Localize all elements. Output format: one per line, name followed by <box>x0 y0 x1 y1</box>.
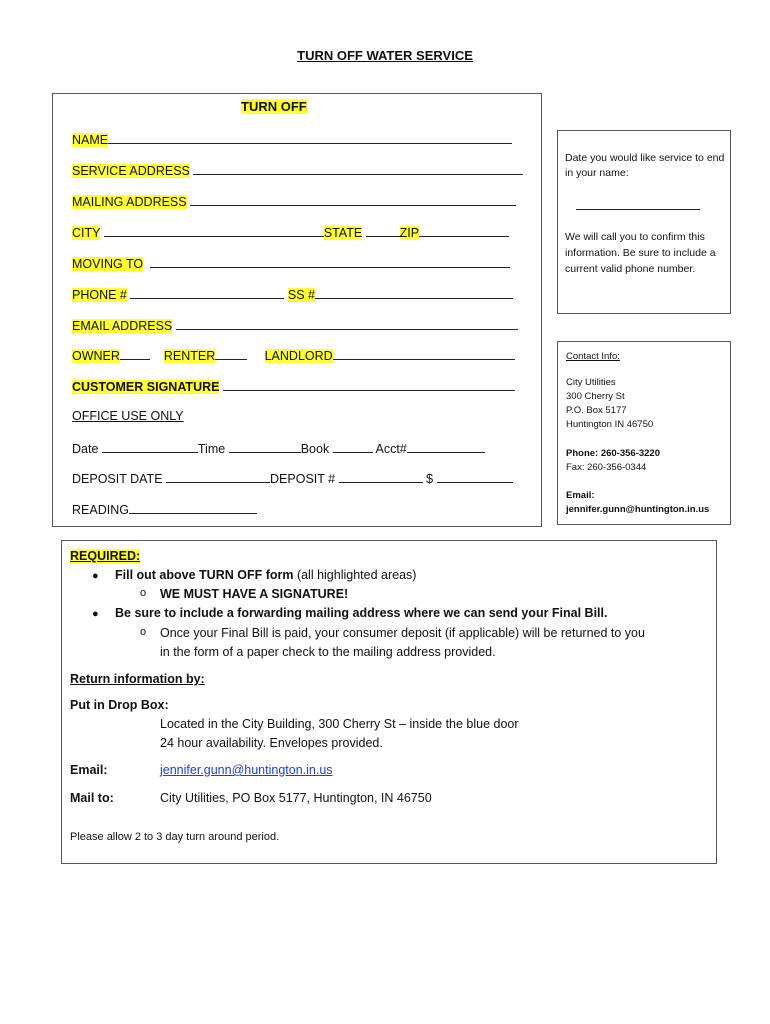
mailing-address-field[interactable] <box>190 193 516 206</box>
deposit-date-field[interactable] <box>166 470 270 483</box>
mailing-address-row <box>72 193 516 209</box>
owner-field[interactable] <box>120 347 150 360</box>
contact-city: Huntington IN 46750 <box>566 419 654 430</box>
reading-field[interactable] <box>129 501 257 514</box>
city-field[interactable] <box>104 224 324 237</box>
office-row <box>72 440 485 456</box>
dropbox-label: Put in Drop Box: <box>70 698 169 712</box>
sub-bullet-circle: o <box>140 626 147 638</box>
end-date-field[interactable] <box>576 197 700 210</box>
email-link[interactable]: jennifer.gunn@huntington.in.us <box>160 763 333 777</box>
moving-to-field[interactable] <box>150 255 510 268</box>
bullet-dot: ● <box>92 608 99 620</box>
dropbox-availability: 24 hour availability. Envelopes provided. <box>160 736 383 750</box>
deposit-return-line1: Once your Final Bill is paid, your consumer deposit (if applicable) will be returned to you <box>160 626 645 640</box>
phone-row <box>72 286 513 302</box>
time-label: Time <box>197 442 226 456</box>
service-address-row <box>72 162 523 178</box>
ss-field[interactable] <box>315 286 513 299</box>
return-heading: Return information by: <box>70 672 205 686</box>
deposit-return-line2: in the form of a paper check to the mailing address provided. <box>160 645 496 659</box>
state-label: STATE <box>323 226 363 240</box>
mailing-address-label: MAILING ADDRESS <box>72 195 187 209</box>
form-heading: TURN OFF <box>241 99 307 114</box>
fill-form-bold: Fill out above TURN OFF form <box>115 568 294 582</box>
email-label: EMAIL ADDRESS <box>72 319 173 333</box>
acct-field[interactable] <box>407 440 485 453</box>
deposit-num-label: DEPOSIT # <box>270 472 336 486</box>
signature-field[interactable] <box>223 378 515 391</box>
contact-info-box <box>557 341 731 525</box>
email-row <box>72 317 518 333</box>
contact-org: City Utilities <box>566 377 616 388</box>
signature-row <box>72 378 515 394</box>
mail-address: City Utilities, PO Box 5177, Huntington, IN 46750 <box>160 791 432 805</box>
signature-label: CUSTOMER SIGNATURE <box>72 380 220 394</box>
date-field[interactable] <box>102 440 198 453</box>
landlord-label: LANDLORD <box>264 349 333 363</box>
bullet-fill-form <box>115 568 416 582</box>
deposit-date-label: DEPOSIT DATE <box>72 472 163 486</box>
moving-to-label: MOVING TO <box>72 257 144 271</box>
note-box <box>557 130 731 314</box>
acct-label: Acct# <box>375 442 407 456</box>
turn-off-form <box>52 93 542 527</box>
moving-to-row <box>72 255 510 271</box>
dollar-field[interactable] <box>437 470 513 483</box>
name-row <box>72 131 512 147</box>
renter-field[interactable] <box>215 347 247 360</box>
book-label: Book <box>300 442 330 456</box>
date-label: Date <box>72 442 99 456</box>
city-row <box>72 224 509 240</box>
dropbox-location: Located in the City Building, 300 Cherry St – inside the blue door <box>160 717 519 731</box>
call-confirm-text: We will call you to confirm this information. Be sure to include a current valid phone number. <box>565 231 716 275</box>
email-field[interactable] <box>176 317 518 330</box>
reading-row <box>72 501 257 517</box>
phone-label: PHONE # <box>72 288 127 302</box>
requirements-box <box>61 540 717 864</box>
occupancy-row <box>72 347 515 363</box>
page-title: TURN OFF WATER SERVICE <box>297 48 473 63</box>
renter-label: RENTER <box>163 349 216 363</box>
required-heading: REQUIRED: <box>70 549 141 563</box>
book-field[interactable] <box>333 440 373 453</box>
mail-label: Mail to: <box>70 791 114 805</box>
name-label: NAME <box>72 133 109 147</box>
owner-label: OWNER <box>72 349 120 363</box>
ss-label: SS # <box>287 288 315 302</box>
dollar-label: $ <box>426 472 434 486</box>
contact-phone: Phone: 260-356-3220 <box>566 448 660 459</box>
reading-label: READING <box>72 503 129 517</box>
state-field[interactable] <box>366 224 400 237</box>
zip-label: ZIP <box>399 226 420 240</box>
contact-fax: Fax: 260-356-0344 <box>566 462 647 473</box>
service-address-field[interactable] <box>193 162 523 175</box>
contact-email-label: Email: <box>566 490 595 501</box>
service-address-label: SERVICE ADDRESS <box>72 164 190 178</box>
sub-bullet-circle: o <box>140 587 147 599</box>
turnaround-note: Please allow 2 to 3 day turn around period. <box>70 831 280 843</box>
contact-po-box: P.O. Box 5177 <box>566 405 627 416</box>
bullet-dot: ● <box>92 570 99 582</box>
deposit-num-field[interactable] <box>339 470 423 483</box>
date-request-text: Date you would like service to end in your name: <box>565 152 725 179</box>
contact-heading: Contact Info: <box>566 351 620 362</box>
fill-form-rest: (all highlighted areas) <box>293 568 417 582</box>
deposit-row <box>72 470 513 486</box>
zip-field[interactable] <box>419 224 509 237</box>
landlord-field[interactable] <box>333 347 515 360</box>
phone-field[interactable] <box>130 286 284 299</box>
signature-required: WE MUST HAVE A SIGNATURE! <box>160 587 349 601</box>
contact-street: 300 Cherry St <box>566 391 625 402</box>
contact-email[interactable]: jennifer.gunn@huntington.in.us <box>566 504 710 515</box>
bullet-forwarding: Be sure to include a forwarding mailing address where we can send your Final Bill. <box>115 606 608 620</box>
email-label: Email: <box>70 763 108 777</box>
time-field[interactable] <box>229 440 301 453</box>
city-label: CITY <box>72 226 101 240</box>
office-use-label: OFFICE USE ONLY <box>72 409 184 423</box>
name-field[interactable] <box>108 131 512 144</box>
